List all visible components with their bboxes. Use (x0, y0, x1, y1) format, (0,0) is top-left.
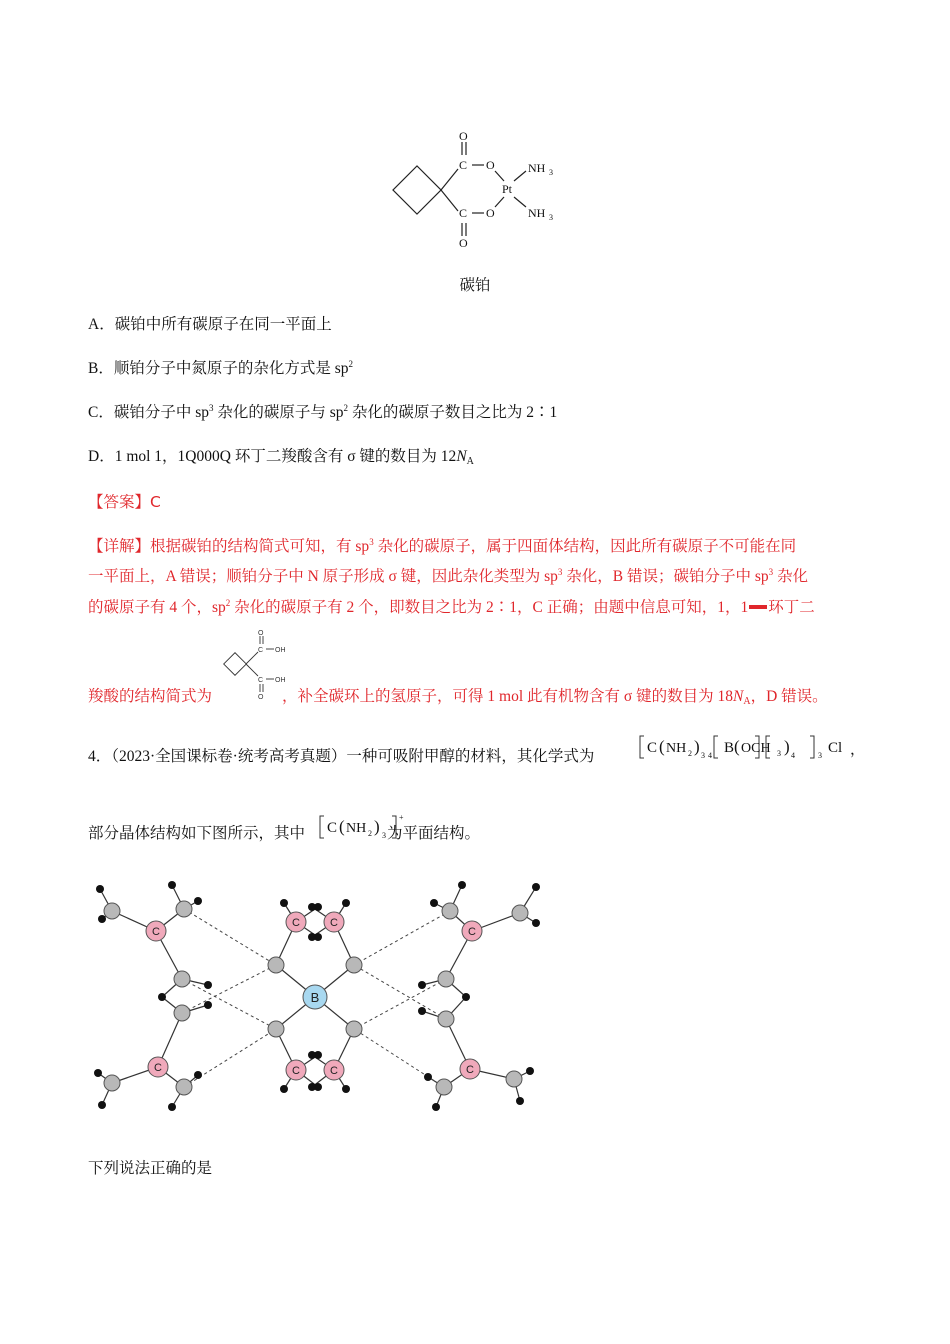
c-atom-label: C (330, 917, 338, 929)
question-4-line-1: 4．（2023·全国课标卷·统考高考真题）一种可吸附甲醇的材料，其化学式为 (88, 748, 595, 765)
c-atom-label: C (466, 1064, 474, 1076)
svg-text:C: C (258, 677, 264, 684)
atom-o-top: O (459, 129, 468, 143)
svg-text:2: 2 (368, 829, 372, 838)
atom-nh3-bottom: NH (528, 206, 546, 220)
svg-text:+: + (399, 813, 404, 822)
question-4-line-2: 部分晶体结构如下图所示，其中 为平面结构。 (88, 825, 481, 842)
svg-text:2: 2 (688, 749, 692, 758)
cation-formula (318, 812, 408, 848)
svg-text:C: C (327, 820, 338, 836)
explanation-line-4: 羧酸的结构简式为 ，补全碳环上的氢原子，可得 1 mol 此有机物含有 σ 键的数目为 $18N_A$，D 错误。 (88, 688, 828, 707)
chemical-formula (638, 730, 866, 770)
svg-text:O: O (258, 630, 264, 637)
svg-text:): ) (784, 737, 790, 756)
svg-text:(: ( (734, 737, 740, 756)
svg-text:3: 3 (818, 751, 822, 760)
c-atom-label: C (330, 1065, 338, 1077)
svg-text:): ) (374, 817, 380, 836)
atom-c-bottom: C (459, 206, 468, 220)
option-b: B．顺铂分子中氮原子的杂化方式是 $sp^2$ (88, 359, 353, 377)
question-4-prompt: 下列说法正确的是 (88, 1160, 213, 1177)
b-atom-label: B (310, 990, 320, 1005)
svg-text:(: ( (339, 817, 345, 836)
c-atom-label: C (292, 917, 300, 929)
svg-text:3: 3 (777, 749, 781, 758)
svg-text:4: 4 (791, 751, 795, 760)
svg-text:O: O (258, 694, 264, 701)
svg-text:C: C (647, 740, 658, 756)
option-c: C．碳铂分子中 $sp^3$ 杂化的碳原子与 $sp^2$ 杂化的碳原子数目之比为 2∶1 (88, 403, 558, 421)
svg-text:OH: OH (275, 647, 286, 654)
svg-text:C: C (258, 647, 264, 654)
crystal-structure-diagram (88, 875, 548, 1115)
svg-text:3: 3 (549, 213, 553, 222)
atom-o1: O (486, 158, 495, 172)
svg-text:OCH: OCH (741, 741, 771, 756)
structure-caption: 碳铂 (459, 277, 491, 294)
svg-text:4: 4 (708, 751, 712, 760)
option-a: A．碳铂中所有碳原子在同一平面上 (88, 316, 332, 333)
explanation-line-1: 【详解】根据碳铂的结构简式可知，有 $sp^3$ 杂化的碳原子，属于四面体结构，因此所有碳原子不可能在同 (88, 537, 797, 555)
svg-text:OH: OH (275, 677, 286, 684)
atom-o2: O (486, 206, 495, 220)
c-atom-label: C (154, 1062, 162, 1074)
svg-text:，: ， (850, 742, 866, 758)
explanation-line-3: 的碳原子有 4 个，$sp^2$ 杂化的碳原子有 2 个，即数目之比为 2∶1，C 正确；由题中信息可知，1，1 环丁二 (88, 598, 815, 616)
svg-text:B: B (724, 740, 735, 756)
c-atom-label: C (152, 926, 160, 938)
atom-c-top: C (459, 158, 468, 172)
svg-text:3: 3 (701, 751, 705, 760)
svg-text:3: 3 (382, 831, 386, 840)
svg-text:Cl: Cl (828, 740, 843, 756)
atom-o-bottom: O (459, 236, 468, 250)
explanation-line-2: 一平面上，A 错误；顺铂分子中 N 原子形成 σ 键，因此杂化类型为 $sp^3$ 杂化，B 错误；碳铂分子中 $sp^3$ 杂化 (88, 567, 809, 585)
svg-text:NH: NH (666, 741, 687, 756)
svg-text:): ) (694, 737, 700, 756)
svg-text:NH: NH (346, 821, 367, 836)
c-atom-label: C (468, 926, 476, 938)
dash-mark (749, 605, 767, 609)
carboplatin-structure (390, 125, 570, 255)
answer: 【答案】C (88, 493, 161, 511)
atom-nh3-top: NH (528, 161, 546, 175)
c-atom-label: C (292, 1065, 300, 1077)
option-d: D．1 mol 1，1Q000Q 环丁二羧酸含有 σ 键的数目为 $12N_A$ (88, 448, 474, 467)
atom-pt: Pt (502, 182, 513, 196)
svg-text:3: 3 (549, 168, 553, 177)
svg-text:(: ( (659, 737, 665, 756)
